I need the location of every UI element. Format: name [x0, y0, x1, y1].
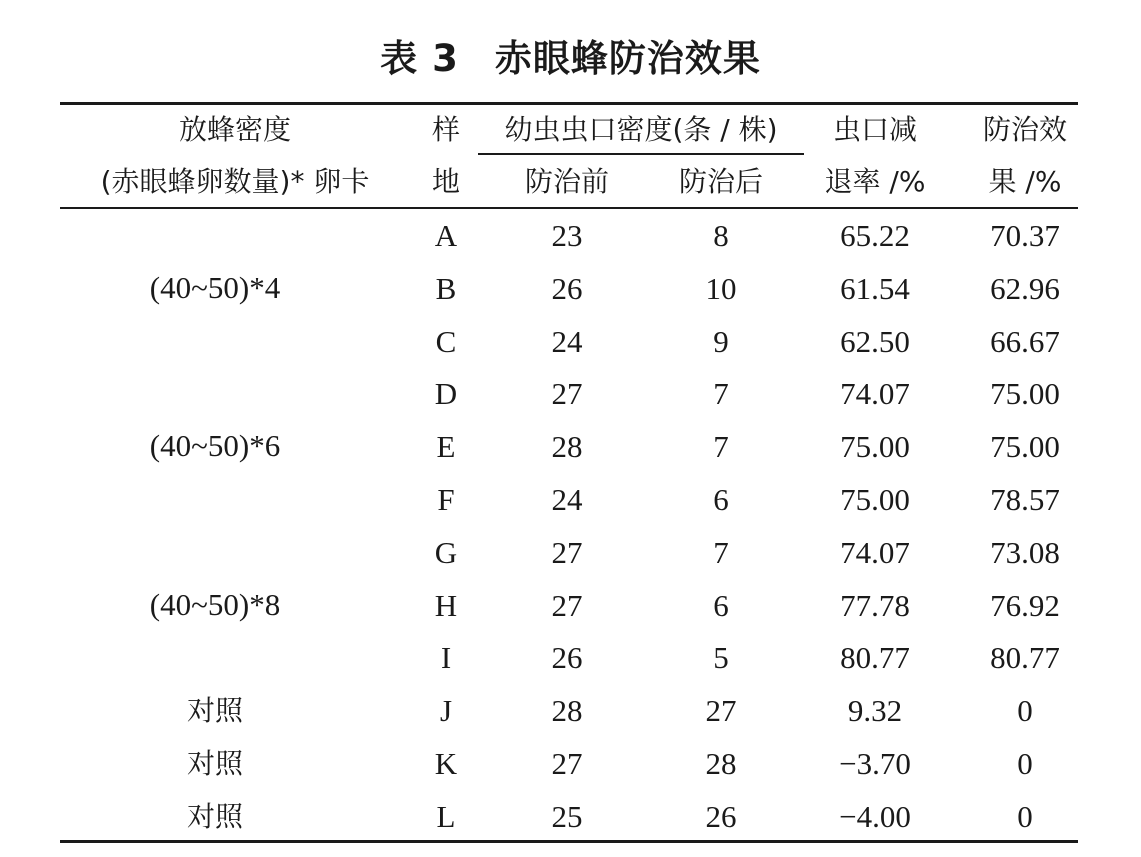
- cell-after: 6: [713, 588, 729, 623]
- cell-effect: 80.77: [990, 640, 1060, 675]
- cell-after: 10: [705, 271, 737, 306]
- cell-before: 26: [551, 271, 583, 306]
- density-group-label: (40~50)*8: [149, 587, 281, 622]
- cell-before: 27: [551, 535, 583, 570]
- cell-after: 27: [705, 693, 737, 728]
- cell-after: 7: [713, 376, 729, 411]
- cell-before: 23: [551, 218, 583, 253]
- cell-density: 对照: [186, 800, 243, 833]
- cell-reduction: 74.07: [840, 535, 910, 570]
- cell-effect: 66.67: [990, 324, 1060, 359]
- cell-effect: 0: [1017, 746, 1033, 781]
- cell-after: 9: [713, 324, 729, 359]
- cell-effect: 78.57: [990, 482, 1060, 517]
- cell-effect: 0: [1017, 799, 1033, 834]
- cell-plot: F: [437, 482, 455, 517]
- cell-before: 28: [551, 693, 583, 728]
- cell-effect: 76.92: [990, 588, 1060, 623]
- cell-plot: G: [434, 535, 458, 570]
- cell-plot: H: [434, 588, 458, 623]
- header-larva-group: 幼虫虫口密度(条 / 株): [504, 113, 778, 146]
- cell-before: 24: [551, 482, 583, 517]
- cell-before: 25: [551, 799, 583, 834]
- cell-reduction: 80.77: [840, 640, 910, 675]
- header-reduction-line2: 退率 /%: [824, 165, 926, 198]
- cell-effect: 75.00: [990, 429, 1060, 464]
- larva-group-rule: [478, 153, 804, 155]
- title-number: 3: [432, 37, 459, 80]
- cell-plot: A: [434, 218, 458, 253]
- cell-reduction: −3.70: [839, 746, 911, 781]
- title-text: 赤眼蜂防治效果: [494, 37, 761, 80]
- density-group-label: (40~50)*6: [149, 428, 281, 463]
- cell-before: 27: [551, 588, 583, 623]
- cell-reduction: 75.00: [840, 429, 910, 464]
- cell-before: 27: [551, 376, 583, 411]
- cell-effect: 75.00: [990, 376, 1060, 411]
- cell-before: 26: [551, 640, 583, 675]
- cell-plot: J: [439, 693, 453, 728]
- cell-density: 对照: [186, 747, 243, 780]
- cell-before: 27: [551, 746, 583, 781]
- cell-plot: L: [436, 799, 456, 834]
- table-title: [0, 34, 1141, 84]
- cell-after: 7: [713, 429, 729, 464]
- cell-reduction: 65.22: [840, 218, 910, 253]
- title-prefix: 表: [380, 37, 419, 80]
- header-plot-line1: 样: [431, 113, 460, 146]
- cell-reduction: 62.50: [840, 324, 910, 359]
- cell-after: 28: [705, 746, 737, 781]
- header-density-line1: 放蜂密度: [178, 113, 291, 146]
- cell-before: 24: [551, 324, 583, 359]
- header-bottom-rule: [60, 207, 1078, 209]
- cell-plot: K: [434, 746, 458, 781]
- density-group-label: (40~50)*4: [149, 270, 281, 305]
- cell-density: 对照: [186, 694, 243, 727]
- cell-reduction: 75.00: [840, 482, 910, 517]
- header-effect-line2: 果 /%: [988, 165, 1062, 198]
- header-plot-line2: 地: [431, 165, 460, 198]
- cell-after: 7: [713, 535, 729, 570]
- cell-plot: B: [435, 271, 457, 306]
- header-before: 防治前: [524, 165, 609, 198]
- header-effect-line1: 防治效: [982, 113, 1067, 146]
- header-after: 防治后: [678, 165, 763, 198]
- cell-reduction: 61.54: [840, 271, 910, 306]
- header-reduction-line1: 虫口减: [832, 113, 917, 146]
- cell-reduction: −4.00: [839, 799, 911, 834]
- cell-plot: I: [440, 640, 452, 675]
- cell-plot: E: [436, 429, 456, 464]
- bottom-rule: [60, 840, 1078, 843]
- cell-reduction: 74.07: [840, 376, 910, 411]
- cell-effect: 70.37: [990, 218, 1060, 253]
- cell-plot: D: [434, 376, 458, 411]
- cell-after: 6: [713, 482, 729, 517]
- cell-reduction: 9.32: [847, 693, 903, 728]
- top-rule: [60, 102, 1078, 105]
- cell-before: 28: [551, 429, 583, 464]
- cell-after: 8: [713, 218, 729, 253]
- header-density-line2: (赤眼蜂卵数量)* 卵卡: [100, 165, 370, 198]
- cell-after: 26: [705, 799, 737, 834]
- cell-effect: 0: [1017, 693, 1033, 728]
- cell-plot: C: [435, 324, 457, 359]
- cell-effect: 73.08: [990, 535, 1060, 570]
- cell-reduction: 77.78: [840, 588, 910, 623]
- cell-after: 5: [713, 640, 729, 675]
- cell-effect: 62.96: [990, 271, 1060, 306]
